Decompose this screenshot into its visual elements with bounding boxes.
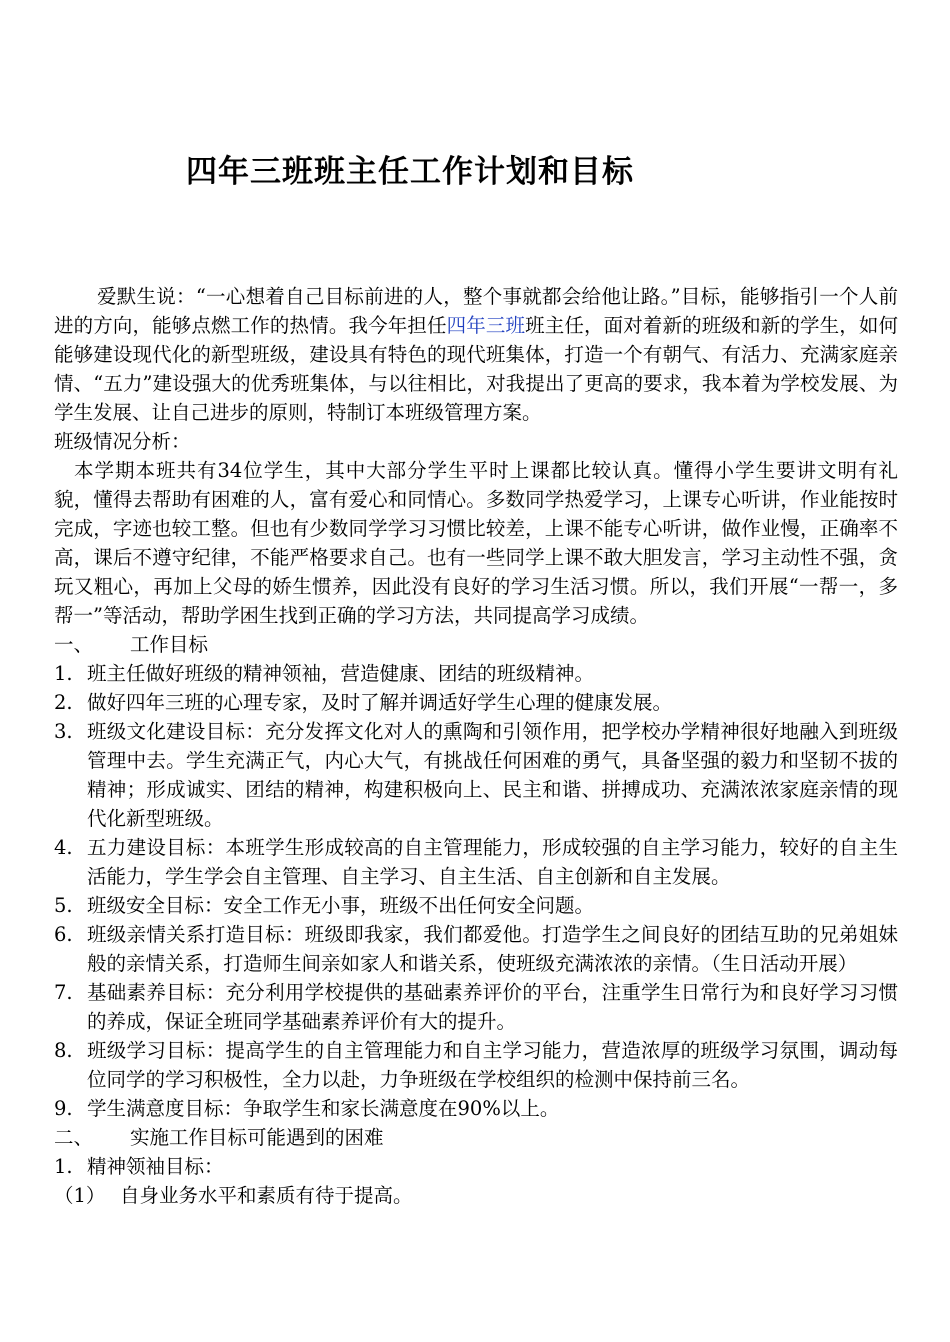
document-title: 四年三班班主任工作计划和目标 [186, 154, 634, 190]
list-item-text: 五力建设目标：本班学生形成较高的自主管理能力，形成较强的自主学习能力，较好的自主生活能力，学生学会自主管理、自主学习、自主生活、自主创新和自主发展。 [87, 836, 898, 888]
list-item-number: 2. [54, 691, 73, 714]
list-item-number: 4. [54, 836, 73, 859]
section-heading-2 [54, 1123, 898, 1152]
document-body [54, 282, 898, 1210]
list-item-text: 班级学习目标：提高学生的自主管理能力和自主学习能力，营造浓厚的班级学习氛围，调动每位同学的学习积极性，全力以赴，力争班级在学校组织的检测中保持前三名。 [87, 1039, 898, 1091]
sub-list-item-number: （1） [54, 1184, 106, 1207]
list-item-text: 基础素养目标：充分利用学校提供的基础素养评价的平台，注重学生日常行为和良好学习习惯的养成，保证全班同学基础素养评价有大的提升。 [87, 981, 898, 1033]
list-item-number: 1. [54, 1155, 73, 1178]
list-item-number: 3. [54, 720, 73, 743]
list-item-number: 5. [54, 894, 73, 917]
list-item-number: 6. [54, 923, 73, 946]
list-item [54, 688, 898, 717]
section-number: 一、 [54, 633, 94, 656]
list-item-text: 做好四年三班的心理专家，及时了解并调适好学生心理的健康发展。 [87, 691, 673, 714]
list-item-number: 9. [54, 1097, 73, 1120]
section-number: 二、 [54, 1126, 94, 1149]
section-heading-1 [54, 630, 898, 659]
analysis-paragraph: 本学期本班共有34位学生，其中大部分学生平时上课都比较认真。懂得小学生要讲文明有礼貌，懂得去帮助有困难的人，富有爱心和同情心。多数同学热爱学习，上课专心听讲，作业能按时完成，字迹也较工整。但也有少数同学学习习惯比较差，上课不能专心听讲，做作业慢，正确率不高，课后不遵守纪律，不能严格要求自己。也有一些同学上课不敢大胆发言，学习主动性不强，贪玩又粗心，再加上父母的娇生惯养，因此没有良好的学习生活习惯。所以，我们开展“一帮一，多帮一”等活动，帮助学困生找到正确的学习方法，共同提高学习成绩。 [54, 459, 898, 627]
analysis-heading: 班级情况分析： [54, 430, 191, 453]
list-item [54, 1036, 898, 1094]
section-title: 工作目标 [130, 633, 209, 656]
sub-list-item-text: 自身业务水平和素质有待于提高。 [120, 1184, 413, 1207]
list-item-text: 精神领袖目标： [87, 1155, 224, 1178]
list-item [54, 1152, 898, 1181]
list-item-text: 班主任做好班级的精神领袖，营造健康、团结的班级精神。 [87, 662, 595, 685]
list-item [54, 978, 898, 1036]
section-title: 实施工作目标可能遇到的困难 [130, 1126, 384, 1149]
list-item-text: 班级亲情关系打造目标：班级即我家，我们都爱他。打造学生之间良好的团结互助的兄弟姐妹般的亲情关系，打造师生间亲如家人和谐关系，使班级充满浓浓的亲情。（生日活动开展） [87, 923, 898, 975]
class-name-highlight: 四年三班 [446, 314, 526, 337]
intro-text-1: 爱默生说：“一心想着自己目标前进的人，整个事就都会给他让路。”目标，能够指引一个人前进的方向，能够点燃工作的热情。我今年担任 [54, 285, 898, 337]
list-item [54, 833, 898, 891]
list-item-number: 8. [54, 1039, 73, 1062]
list-item-text: 班级安全目标：安全工作无小事，班级不出任何安全问题。 [87, 894, 595, 917]
list-item-text: 学生满意度目标：争取学生和家长满意度在90%以上。 [87, 1097, 560, 1120]
list-item [54, 920, 898, 978]
intro-paragraph [54, 282, 898, 427]
list-item-number: 7. [54, 981, 73, 1004]
list-item-text: 班级文化建设目标：充分发挥文化对人的熏陶和引领作用，把学校办学精神很好地融入到班级管理中去。学生充满正气，内心大气，有挑战任何困难的勇气，具备坚强的毅力和坚韧不拔的精神；形成诚实、团结的精神，构建积极向上、民主和谐、拼搏成功、充满浓浓家庭亲情的现代化新型班级。 [87, 720, 898, 830]
list-item [54, 1094, 898, 1123]
sub-list-item [54, 1181, 898, 1210]
intro-text-2: 班主任，面对着新的班级和新的学生，如何能够建设现代化的新型班级，建设具有特色的现代班集体，打造一个有朝气、有活力、充满家庭亲情、“五力”建设强大的优秀班集体，与以往相比，对我提出了更高的要求，我本着为学校发展、为学生发展、让自己进步的原则，特制订本班级管理方案。 [54, 314, 898, 424]
list-item [54, 659, 898, 688]
list-item [54, 717, 898, 833]
list-item [54, 891, 898, 920]
list-item-number: 1. [54, 662, 73, 685]
